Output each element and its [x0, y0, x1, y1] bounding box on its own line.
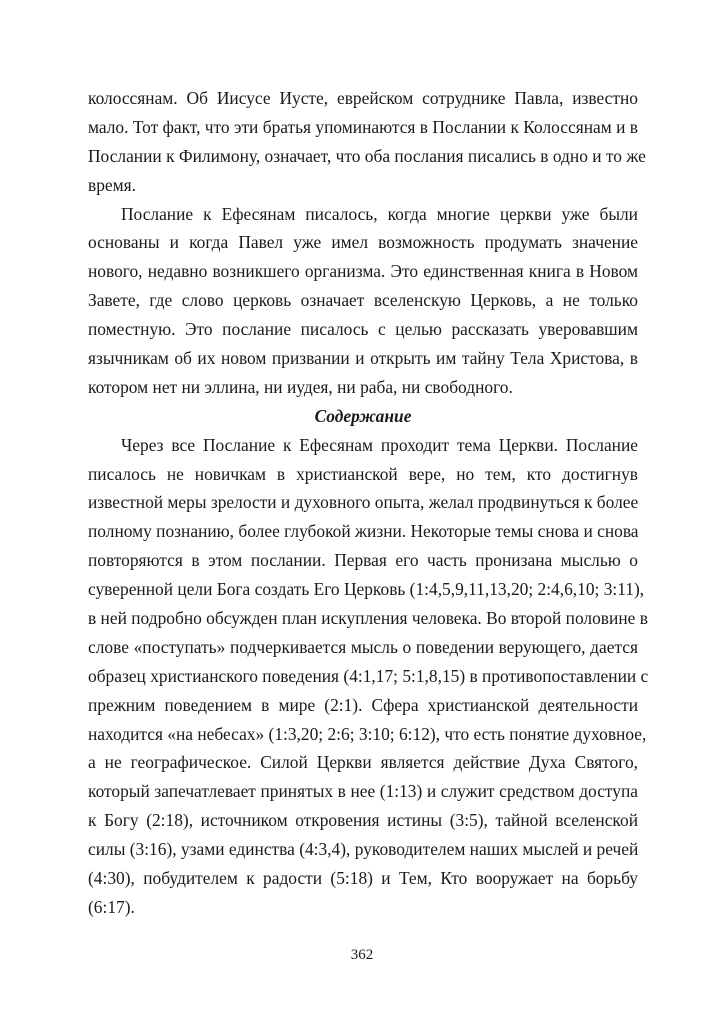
text-line: полному познанию, более глубокой жизни. Некоторые темы снова и снова [88, 521, 639, 542]
section-heading: Содержание [314, 405, 412, 426]
text-line: силы (3:16), узами единства (4:3,4), руководителем наших мыслей и речей [88, 839, 639, 860]
text-line: в ней подробно обсужден план искупления человека. Во второй половине в [88, 608, 648, 629]
text-line: писалось не новичкам в христианской вере, но тем, кто достигнув [88, 463, 638, 484]
text-line: Послании к Филимону, означает, что оба послания писались в одно и то же [88, 145, 646, 166]
text-line: суверенной цели Бога создать Его Церковь (1:4,5,9,11,13,20; 2:4,6,10; 3:11), [88, 579, 645, 600]
text-line: поместную. Это послание писалось с целью рассказать уверовавшим [88, 319, 638, 340]
paragraph-1 [88, 84, 646, 200]
text-line: (4:30), побудителем к радости (5:18) и Тем, Кто вооружает на борьбу [88, 868, 638, 889]
text-line: (6:17). [88, 896, 135, 917]
text-line: основаны и когда Павел уже имел возможность продумать значение [88, 232, 638, 253]
page-body [88, 84, 649, 922]
text-line: прежним поведением в мире (2:1). Сфера христианской деятельности [88, 694, 638, 715]
text-line: образец христианского поведения (4:1,17; 5:1,8,15) в противопоставлении с [88, 665, 649, 686]
text-line: находится «на небесах» (1:3,20; 2:6; 3:10; 6:12), что есть понятие духовное, [88, 723, 647, 744]
text-line: к Богу (2:18), источником откровения истины (3:5), тайной вселенской [88, 810, 638, 831]
text-line: который запечатлевает принятых в нее (1:13) и служит средством доступа [88, 781, 638, 802]
text-line: нового, недавно возникшего организма. Это единственная книга в Новом [88, 261, 638, 282]
text-line: мало. Тот факт, что эти братья упоминаются в Послании к Колоссянам и в [88, 116, 638, 137]
text-line: повторяются в этом послании. Первая его часть пронизана мыслью о [88, 550, 638, 571]
text-line: Через все Послание к Ефесянам проходит тема Церкви. Послание [121, 434, 638, 455]
page-number: 362 [350, 947, 374, 963]
text-line: колоссянам. Об Иисусе Иусте, еврейском сотруднике Павла, известно [88, 88, 638, 108]
text-line: известной меры зрелости и духовного опыта, желал продвинуться к более [88, 492, 639, 513]
text-line: котором нет ни эллина, ни иудея, ни раба, ни свободного. [88, 376, 513, 397]
text-line: Послание к Ефесянам писалось, когда многие церкви уже были [121, 203, 638, 224]
text-line: язычникам об их новом призвании и открыть им тайну Тела Христова, в [88, 348, 638, 369]
paragraph-3 [88, 431, 649, 922]
text-line: время. [88, 174, 136, 195]
paragraph-2 [88, 200, 638, 402]
text-line: Завете, где слово церковь означает вселенскую Церковь, а не только [88, 290, 638, 311]
text-line: а не географическое. Силой Церкви является действие Духа Святого, [88, 752, 638, 773]
text-line: слове «поступать» подчеркивается мысль о поведении верующего, дается [88, 636, 638, 657]
